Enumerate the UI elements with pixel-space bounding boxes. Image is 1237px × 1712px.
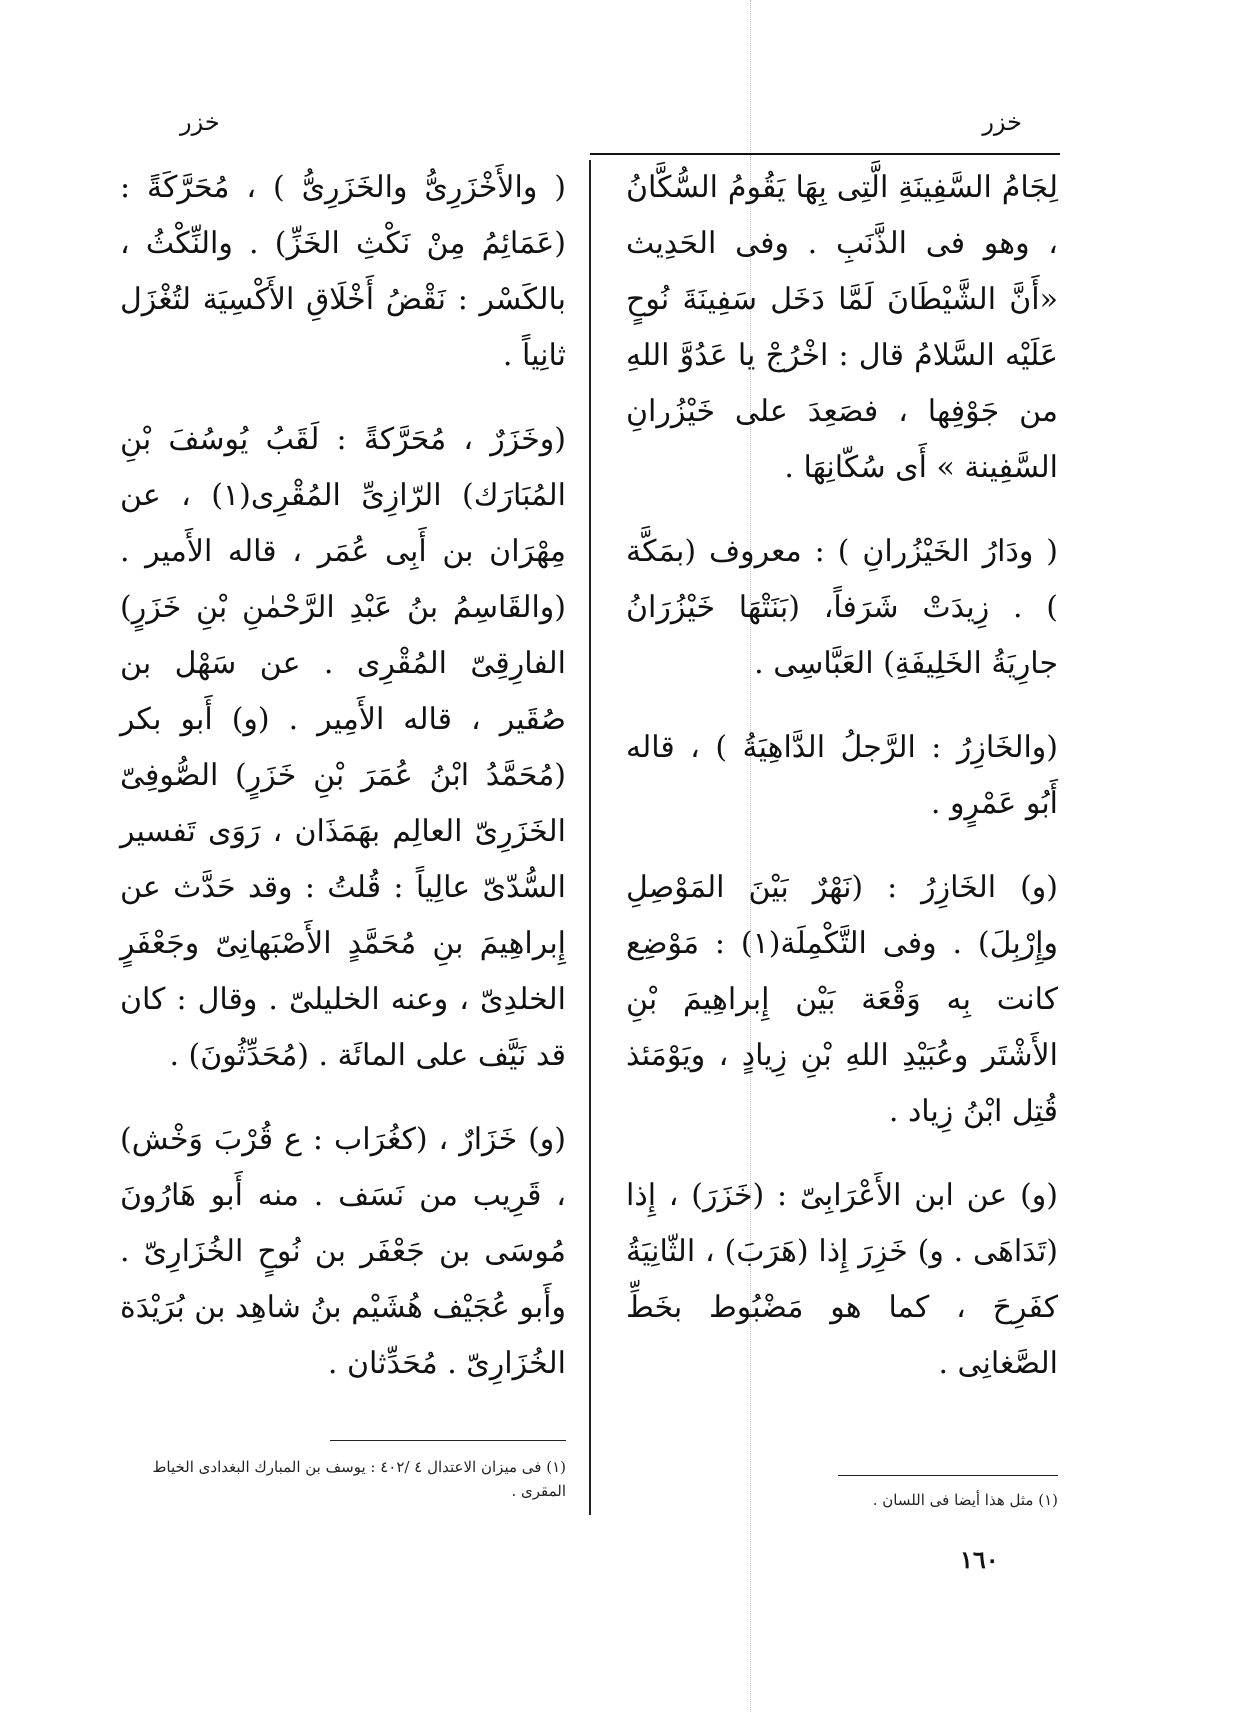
footnote-rule-left (330, 1440, 566, 1441)
right-paragraph: لِجَامُ السَّفِينَةِ الَّتِى بِهَا يَقُومُ السُّكَّانُ ، وهو فى الذَّنَبِ . وفى الحَدِيث «أَنَّ الشَّيْطَانَ لَمَّا دَخَل سَفِينَةَ نُوحٍ عَلَيْه السَّلامُ قال : اخْرُجْ يا عَدُوَّ اللهِ من جَوْفِها ، فصَعِدَ على خَيْزُرانِ السَّفِينة » أَى سُكّانِهَا . (626, 170, 1058, 485)
right-paragraph: (و) عن ابن الأَعْرَابِىّ : (خَزَرَ) ، إِذا (تَدَاهَى . و) خَزِرَ إِذا (هَرَبَ) ، الثّانِيَةُ كفَرِحَ ، كما هو مَضْبُوط بخَطِّ الصَّغانِى . (626, 1178, 1058, 1381)
footnote-left: (١) فى ميزان الاعتدال ٤ /٤٠٢ : يوسف بن المبارك البغدادى الخياط المقرى . (152, 1458, 566, 1500)
left-column (120, 160, 566, 1420)
page-number: ١٦٠ (960, 1545, 999, 1574)
left-paragraph: ( والأَخْزَرِىُّ والخَزَرِىُّ ) ، مُحَرَّكَةً : (عَمَائِمُ مِنْ نَكْثِ الخَزِّ) . والنِّكْثُ ، بالكَسْر : نَقْضُ أَخْلَاقِ الأَكْسِيَة لتُغْزَل ثانِياً . (120, 170, 566, 373)
right-paragraph: ( ودَارُ الخَيْزُرانِ ) : معروف (بمَكَّة ) . زِيدَتْ شَرَفاً، (بَنَتْهَا خَيْزُرَانُ جارِيَةُ الخَلِيفَةِ) العَبَّاسِى . (626, 534, 1058, 681)
right-paragraph: (و) الخَازِرُ : (نَهْرٌ بَيْنَ المَوْصِلِ وإِرْبِلَ) . وفى التَّكْمِلَة(١) : مَوْضِع كانت بِه وَقْعَة بَيْن إِبراهِيمَ بْنِ الأَشْتَر وعُبَيْدِ اللهِ بْنِ زِيادٍ ، ويَوْمَئذ قُتِل ابْنُ زِياد . (626, 870, 1058, 1129)
left-paragraph: (وخَزَرٌ ، مُحَرَّكةً : لَقَبُ يُوسُفَ بْنِ المُبَارَك) الرّازِىِّ المُقْرِى(١) ، عن مِهْرَان بن أَبِى عُمَر ، قاله الأَمير . (والقَاسِمُ بنُ عَبْدِ الرَّحْمٰنِ بْنِ خَزَرٍ) الفارِقِىّ المُقْرِى . عن سَهْل بن صُقَير ، قاله الأَمِير . (و) أَبو بكر (مُحَمَّدُ ابْنُ عُمَرَ بْنِ خَزَرٍ) الصُّوفِىّ الخَزَرِىّ العالِم بهَمَذَان ، رَوَى تَفسير السُّدّىّ عالِياً : قُلتُ : وقد حَدَّث عن إِبراهِيمَ بنِ مُحَمَّدٍ الأَصْبَهانِىّ وجَعْفَرٍ الخلدِىّ ، وعنه الخليلىّ . وقال : كان قد نَيَّف على المائَة . (مُحَدِّثُونَ) . (120, 422, 566, 1073)
footnote-rule-right (838, 1475, 1058, 1476)
right-column (626, 160, 1058, 1420)
column-divider (589, 160, 591, 1515)
left-paragraph: (و) خَزَارٌ ، (كغُرَاب : ع قُرْبَ وَخْش) ، قَرِيب من نَسَف . منه أَبو هَارُونَ مُوسَى بن جَعْفَر بن نُوحٍ الخُزَارِىّ . وأَبو عُجَيْف هُشَيْم بنُ شاهِد بن بُرَيْدَة الخُزَارِىّ . مُحَدِّثان . (120, 1122, 566, 1381)
footnote-right: (١) مثل هذا أيضا فى اللسان . (872, 1491, 1058, 1509)
running-head-right: خزر (982, 108, 1022, 136)
running-head-left: خزر (180, 108, 220, 136)
right-paragraph: (والخَازِرُ : الرَّجلُ الدَّاهِيَةُ ) ، قاله أَبُو عَمْرٍو . (626, 730, 1058, 821)
header-rule (590, 153, 1060, 155)
